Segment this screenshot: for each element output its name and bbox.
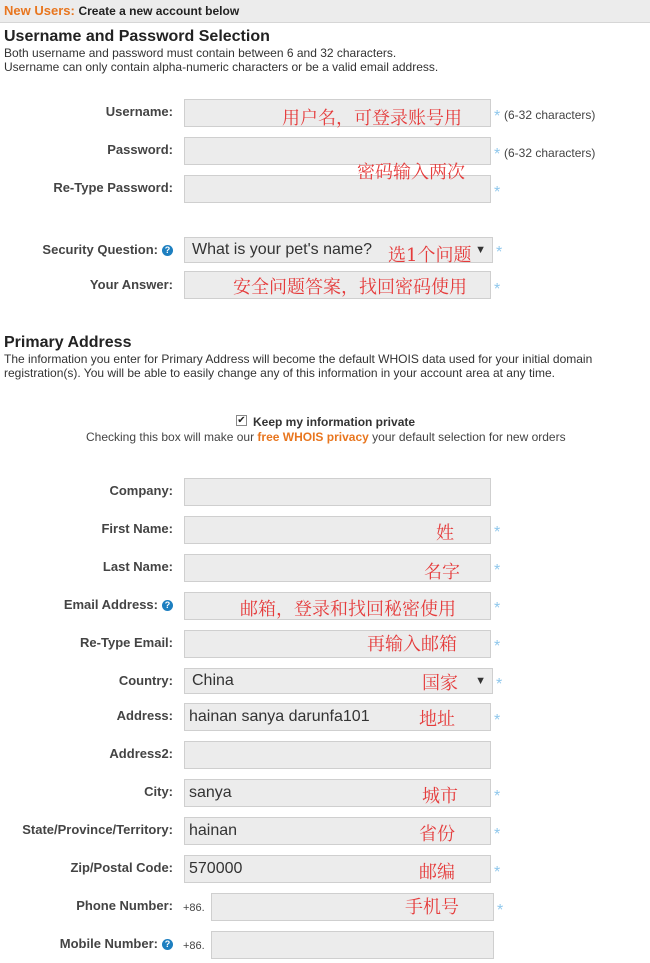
password-hint: (6-32 characters) [504, 146, 596, 160]
email-label-text: Email Address: [63, 597, 158, 612]
answer-annotation: 安全问题答案，找回密码使用 [233, 277, 467, 298]
required-icon: * [494, 638, 501, 655]
email-label [0, 597, 173, 612]
state-label: State/Province/Territory: [22, 822, 173, 837]
address2-input[interactable] [184, 741, 491, 769]
help-icon[interactable]: ? [162, 939, 173, 950]
state-annotation: 省份 [419, 824, 455, 845]
mobile-label [0, 936, 173, 951]
help-icon[interactable]: ? [162, 600, 173, 611]
help-icon[interactable]: ? [162, 245, 173, 256]
state-input[interactable]: hainan [184, 817, 491, 845]
last-name-annotation: 名字 [424, 562, 460, 583]
required-icon: * [496, 676, 503, 693]
retype-email-annotation: 再输入邮箱 [367, 634, 457, 655]
required-icon: * [494, 146, 501, 163]
email-annotation: 邮箱，登录和找回秘密使用 [240, 599, 456, 620]
password-annotation: 密码输入两次 [357, 162, 465, 183]
city-label: City: [144, 784, 173, 799]
chevron-down-icon: ▼ [475, 244, 486, 256]
required-icon: * [494, 184, 501, 201]
country-value: China [192, 672, 234, 689]
company-input[interactable] [184, 478, 491, 506]
privacy-label: Keep my information private [253, 415, 416, 429]
whois-privacy-link[interactable]: free WHOIS privacy [257, 430, 369, 444]
header-highlight: New Users: [4, 3, 75, 18]
required-icon: * [494, 712, 501, 729]
city-input[interactable]: sanya [184, 779, 491, 807]
section-title-primary-address: Primary Address [4, 334, 132, 351]
privacy-text [86, 430, 566, 444]
mobile-input[interactable] [211, 931, 494, 959]
required-icon: * [497, 902, 504, 919]
zip-label: Zip/Postal Code: [70, 860, 173, 875]
required-icon: * [494, 826, 501, 843]
security-question-label-text: Security Question: [42, 242, 158, 257]
password-label: Password: [107, 142, 173, 157]
required-icon: * [494, 600, 501, 617]
address2-label: Address2: [109, 746, 173, 761]
company-label: Company: [109, 483, 173, 498]
section-desc-2: Username can only contain alpha-numeric characters or be a valid email address. [4, 60, 439, 74]
mobile-prefix: +86. [183, 940, 205, 952]
address-desc-1: The information you enter for Primary Address will become the default WHOIS data used for your initial domain [4, 352, 593, 366]
check-icon: ✔ [237, 415, 246, 426]
zip-annotation: 邮编 [419, 862, 455, 883]
mobile-label-text: Mobile Number: [59, 936, 158, 951]
privacy-text-before: Checking this box will make our [86, 430, 255, 444]
required-icon: * [494, 281, 501, 298]
country-label: Country: [118, 673, 173, 688]
header-text: Create a new account below [78, 4, 240, 18]
address-annotation: 地址 [419, 709, 455, 730]
address-label: Address: [116, 708, 173, 723]
required-icon: * [494, 108, 501, 125]
username-label: Username: [105, 104, 173, 119]
privacy-checkbox[interactable] [236, 415, 247, 426]
username-annotation: 用户名，可登录账号用 [282, 108, 462, 129]
section-desc-1: Both username and password must contain between 6 and 32 characters. [4, 46, 397, 60]
address-desc-2: registration(s). You will be able to easily change any of this information in your account area at any time. [4, 366, 555, 380]
last-name-label: Last Name: [102, 559, 173, 574]
first-name-annotation: 姓 [436, 523, 454, 544]
country-annotation: 国家 [422, 673, 458, 694]
address-input[interactable]: hainan sanya darunfa101 [184, 703, 491, 731]
city-annotation: 城市 [422, 786, 458, 807]
required-icon: * [494, 864, 501, 881]
security-question-value: What is your pet's name? [192, 241, 373, 258]
answer-label: Your Answer: [89, 277, 173, 292]
required-icon: * [496, 244, 503, 261]
phone-annotation: 手机号 [405, 897, 459, 918]
chevron-down-icon: ▼ [475, 675, 486, 687]
privacy-text-after: your default selection for new orders [372, 430, 566, 444]
retype-email-label: Re-Type Email: [80, 635, 173, 650]
phone-prefix: +86. [183, 902, 205, 914]
required-icon: * [494, 788, 501, 805]
header-bar [0, 0, 650, 23]
security-question-annotation: 选1个问题 [388, 245, 472, 266]
zip-input[interactable]: 570000 [184, 855, 491, 883]
section-title-credentials: Username and Password Selection [4, 28, 270, 45]
username-hint: (6-32 characters) [504, 108, 596, 122]
required-icon: * [494, 562, 501, 579]
required-icon: * [494, 524, 501, 541]
security-question-label [0, 242, 173, 257]
first-name-label: First Name: [101, 521, 173, 536]
retype-password-label: Re-Type Password: [53, 180, 173, 195]
phone-label: Phone Number: [76, 898, 173, 913]
